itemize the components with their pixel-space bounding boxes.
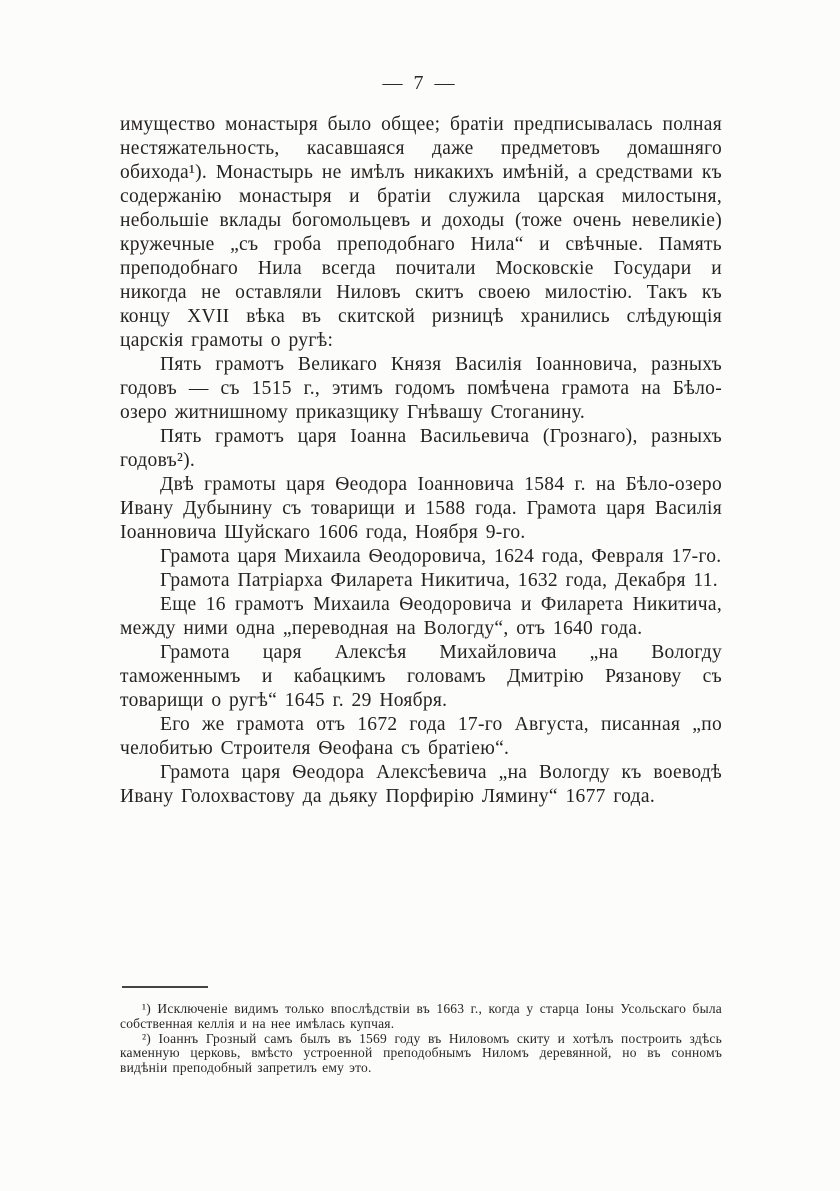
body-paragraph: Еще 16 грамотъ Михаила Ѳеодоровича и Филарета Никитича, между ними одна „переводная на Вологду“, отъ 1640 года. bbox=[120, 594, 722, 639]
body-paragraph: Пять грамотъ Великаго Князя Василія Іоанновича, разныхъ годовъ — съ 1515 г., этимъ годомъ помѣчена грамота на Бѣло-озеро житнишному приказщику Гнѣвашу Стоганину. bbox=[120, 354, 722, 423]
footnote-divider bbox=[122, 986, 208, 988]
footnote-area bbox=[120, 986, 722, 1076]
body-paragraph: Двѣ грамоты царя Ѳеодора Іоанновича 1584 г. на Бѣло-озеро Ивану Дубынину съ товарищи и 1588 года. Грамота царя Василія Іоанновича Шуйскаго 1606 года, Ноября 9-го. bbox=[120, 474, 722, 543]
page-number: — 7 — bbox=[382, 72, 458, 94]
body-paragraph: Грамота царя Алексѣя Михайловича „на Вологду таможеннымъ и кабацкимъ головамъ Дмитрію Рязанову съ товарищи о ругѣ“ 1645 г. 29 Ноября. bbox=[120, 642, 722, 711]
body-paragraph: имущество монастыря было общее; братіи предписывалась полная нестяжательность, касавшаяся даже предметовъ домашняго обихода¹). Монастырь не имѣлъ никакихъ имѣній, а средствами къ содержанію монастыря и братіи служила царская милостыня, небольшіе вклады богомольцевъ и доходы (тоже очень невеликіе) кружечные „съ гроба преподобнаго Нила“ и свѣчные. Память преподобнаго Нила всегда почитали Московскіе Государи и никогда не оставляли Ниловъ скитъ своею милостію. Такъ къ концу XVII вѣка въ скитской ризницѣ хранились слѣдующія царскія грамоты о ругѣ: bbox=[120, 114, 722, 351]
footnote: ¹) Исключеніе видимъ только впослѣдствіи въ 1663 г., когда у старца Іоны Усольскаго была собственная келлія и на нее имѣлась купчая. bbox=[120, 1001, 722, 1031]
body-paragraph: Его же грамота отъ 1672 года 17-го Августа, писанная „по челобитью Строителя Ѳеофана съ братіею“. bbox=[120, 714, 722, 759]
body-paragraph: Грамота Патріарха Филарета Никитича, 1632 года, Декабря 11. bbox=[160, 570, 718, 591]
body-paragraph: Грамота царя Михаила Ѳеодоровича, 1624 года, Февраля 17-го. bbox=[160, 546, 722, 567]
main-text bbox=[120, 113, 722, 809]
body-paragraph: Грамота царя Ѳеодора Алексѣевича „на Вологду къ воеводѣ Ивану Голохвастову да дьяку Порфирію Лямину“ 1677 года. bbox=[120, 762, 722, 807]
footnotes bbox=[120, 1002, 722, 1076]
body-paragraph: Пять грамотъ царя Іоанна Васильевича (Грознаго), разныхъ годовъ²). bbox=[120, 426, 722, 471]
footnote: ²) Іоаннъ Грозный самъ былъ въ 1569 году въ Ниловомъ скиту и хотѣлъ построить здѣсь каменную церковь, вмѣсто устроенной преподобнымъ Ниломъ деревянной, но въ сонномъ видѣніи преподобный запретилъ ему это. bbox=[120, 1030, 722, 1076]
